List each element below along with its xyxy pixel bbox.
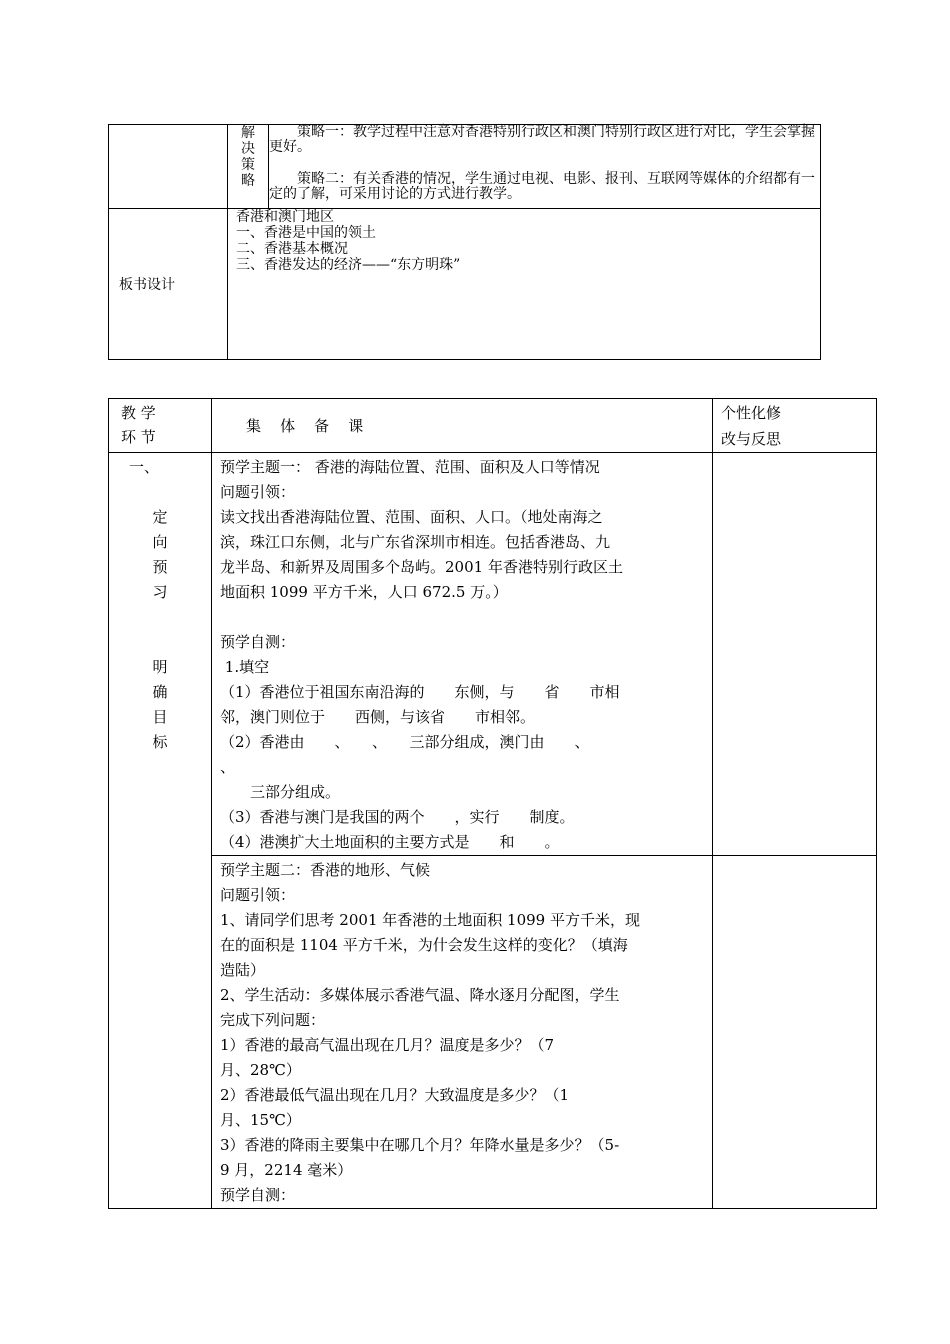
lesson-plan-table bbox=[108, 398, 877, 1209]
header-collective-prep: 集 体 备 课 bbox=[212, 399, 713, 453]
stage-line: 一、 bbox=[129, 458, 160, 476]
section-line: 完成下列问题： bbox=[220, 1011, 326, 1029]
strategy-label-char: 策 bbox=[241, 157, 255, 173]
section-line: 1、请同学们思考 2001 年香港的土地面积 1099 平方千米，现 bbox=[220, 911, 640, 929]
section-line: 龙半岛、和新界及周围多个岛屿。2001 年香港特别行政区土 bbox=[220, 558, 623, 576]
section-line: 预学自测： bbox=[220, 1186, 296, 1204]
strategy-two: 策略二：有关香港的情况，学生通过电视、电影、报刊、互联网等媒体的介绍都有一定的了解，可采用讨论的方式进行教学。 bbox=[269, 171, 815, 202]
revision-cell-two bbox=[713, 856, 877, 1209]
header-personal-revision bbox=[713, 399, 877, 453]
section-line: 读文找出香港海陆位置、范围、面积、人口。（地处南海之 bbox=[220, 508, 603, 526]
board-line: 二、香港基本概况 bbox=[236, 241, 348, 257]
section-line: 2、学生活动：多媒体展示香港气温、降水逐月分配图，学生 bbox=[220, 986, 620, 1004]
strategy-label-char: 略 bbox=[241, 173, 255, 189]
section-line bbox=[220, 605, 708, 630]
strategy-label bbox=[228, 125, 269, 209]
section-line: 预学主题一： 香港的海陆位置、范围、面积及人口等情况 bbox=[220, 458, 600, 476]
section-line: （1）香港位于祖国东南沿海的 东侧，与 省 市相 bbox=[220, 683, 620, 701]
stage-line bbox=[109, 605, 211, 630]
stage-line: 标 bbox=[152, 733, 168, 751]
section-line: 滨，珠江口东侧，北与广东省深圳市相连。包括香港岛、九 bbox=[220, 533, 611, 551]
stage-line: 明 bbox=[152, 658, 168, 676]
header-line: 改与反思 bbox=[721, 430, 782, 448]
section-line: 预学主题二：香港的地形、气候 bbox=[220, 861, 431, 879]
stage-line: 向 bbox=[152, 533, 168, 551]
header-teaching-stage bbox=[109, 399, 212, 453]
section-line: 邻，澳门则位于 西侧，与该省 市相邻。 bbox=[220, 708, 536, 726]
section-line: 月、28℃） bbox=[220, 1061, 301, 1079]
section-one-content bbox=[212, 453, 713, 856]
strategy-one: 策略一：教学过程中注意对香港特别行政区和澳门特别行政区进行对比，学生会掌握更好。 bbox=[269, 124, 815, 155]
stage-line: 习 bbox=[152, 583, 168, 601]
strategy-label-char: 决 bbox=[241, 141, 255, 157]
section-line: 、 bbox=[220, 758, 236, 776]
section-line: 地面积 1099 平方千米，人口 672.5 万。） bbox=[220, 583, 508, 601]
strategy-label-char: 解 bbox=[241, 125, 255, 141]
section-line: 造陆） bbox=[220, 961, 266, 979]
section-line: 3）香港的降雨主要集中在哪几个月？年降水量是多少？（5- bbox=[220, 1136, 620, 1154]
section-line: 问题引领： bbox=[220, 483, 296, 501]
stage-line bbox=[109, 630, 211, 655]
section-line: 2）香港最低气温出现在几月？大致温度是多少？（1 bbox=[220, 1086, 570, 1104]
section-line: 1）香港的最高气温出现在几月？温度是多少？（7 bbox=[220, 1036, 555, 1054]
revision-cell-one bbox=[713, 453, 877, 856]
board-line: 香港和澳门地区 bbox=[236, 209, 334, 225]
section-line: （2）香港由 、 、 三部分组成，澳门由 、 bbox=[220, 733, 590, 751]
stage-line: 目 bbox=[152, 708, 168, 726]
section-line: 在的面积是 1104 平方千米，为什会发生这样的变化？（填海 bbox=[220, 936, 628, 954]
board-design-content bbox=[228, 209, 821, 360]
board-line: 三、香港发达的经济——“东方明珠” bbox=[236, 257, 461, 273]
stage-label bbox=[109, 453, 212, 1209]
stage-line: 确 bbox=[152, 683, 168, 701]
header-line: 环 节 bbox=[121, 428, 156, 446]
stage-line: 预 bbox=[152, 558, 168, 576]
section-line: 9 月，2214 毫米） bbox=[220, 1161, 353, 1179]
section-line: 三部分组成。 bbox=[220, 783, 341, 801]
section-two-content bbox=[212, 856, 713, 1209]
header-line: 个性化修 bbox=[721, 404, 782, 422]
stage-line: 定 bbox=[152, 508, 168, 526]
section-line: 问题引领： bbox=[220, 886, 296, 904]
section-line: （4）港澳扩大土地面积的主要方式是 和 。 bbox=[220, 833, 560, 851]
strategy-content bbox=[269, 125, 821, 209]
empty-cell bbox=[109, 125, 228, 209]
section-line: （3）香港与澳门是我国的两个 ，实行 制度。 bbox=[220, 808, 575, 826]
section-line: 预学自测： bbox=[220, 633, 296, 651]
section-line: 1.填空 bbox=[220, 658, 270, 676]
stage-line bbox=[109, 480, 211, 505]
board-design-label: 板书设计 bbox=[109, 209, 228, 360]
section-line: 月、15℃） bbox=[220, 1111, 301, 1129]
strategy-board-table bbox=[108, 124, 821, 360]
board-line: 一、香港是中国的领土 bbox=[236, 225, 376, 241]
header-line: 教 学 bbox=[121, 404, 156, 422]
